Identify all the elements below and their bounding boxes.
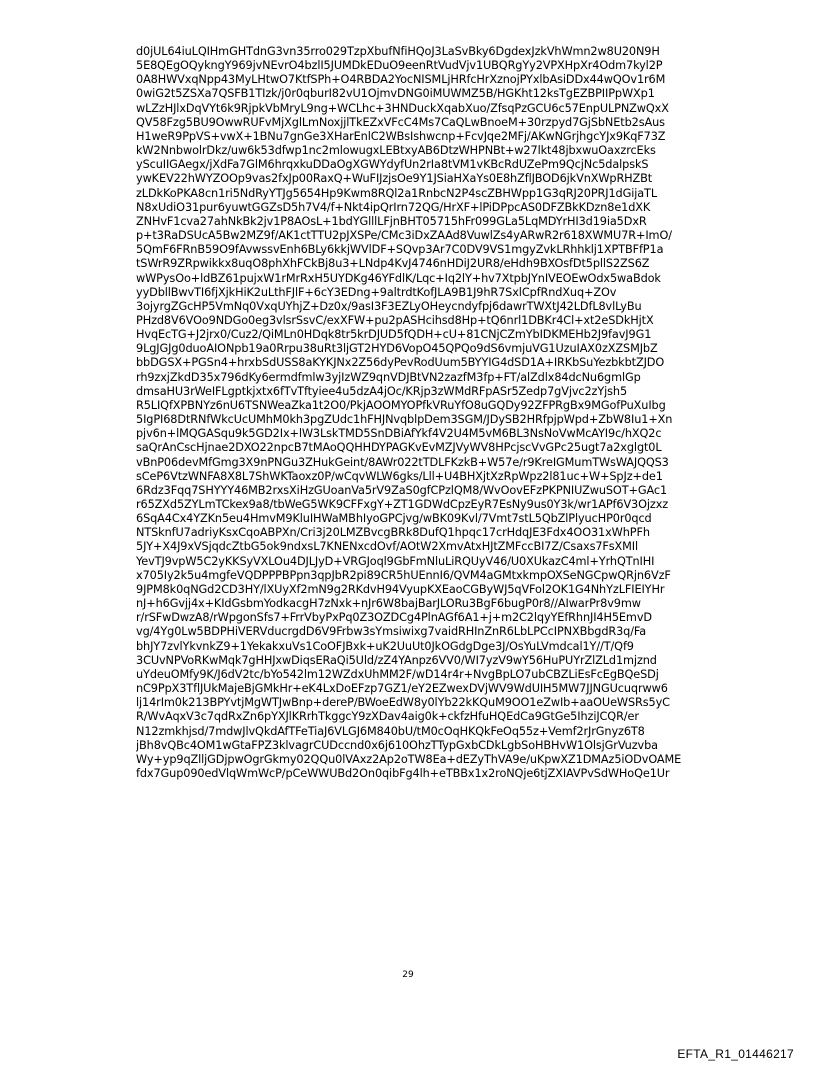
encoded-text-line: 6Rdz3Fqq7SHYYY46MB2rxsXiHzGUoanVa5rV9ZaS0gfCPzlQM8/WvOovEFzPKPNIUZwuSOT+GAc1 xyxy=(136,483,668,497)
encoded-text-line: ZNHvF1cva27ahNkBk2jv1P8AOsL+1bdYGlllLFjnBHT05715hFr099GLa5LqMDYrHI3d19ia5DxR xyxy=(136,214,647,228)
encoded-text-line: r/rSFwDwzA8/rWpgonSfs7+FrrVbyPxPq0Z3OZDCg4PlnAGf6A1+j+m2C2lqyYEfRhnJI4H5EmvD xyxy=(136,611,652,625)
page-number: 29 xyxy=(402,970,414,980)
document-id-stamp: EFTA_R1_01446217 xyxy=(677,1047,794,1061)
encoded-text-line: Wy+yp9qZlljGDjpwOgrGkmy02QQu0lVAxz2Ap2oTW8Ea+dEZyThVA9e/uKpwXZ1DMAz5iODvOAME xyxy=(136,752,682,766)
encoded-text-line: 0wiG2t5ZSXa7QSFB1TIzk/j0r0qburI82vU1OjmvDNG0iMUWMZ5B/HGKht12ksTgEZBPIIPpWXp1 xyxy=(136,87,655,101)
encoded-text-line: ywKEV22hWYZOOp9vas2fxJp00RaxQ+WuFIJzjsOe9Y1JSiaHXaYs0E8hZflJBOD6jkVnXWpRHZBt xyxy=(136,172,653,186)
encoded-text-line: pjv6n+lMQGASqu9k5GD2Ix+lW3LskTMD5SnDBiAfYkf4V2U4M5vM6BL3NsNoVwMcAYI9c/hXQ2c xyxy=(136,427,662,441)
encoded-text-line: HvqEcTG+J2jrx0/Cuz2/QiMLn0HDqk8tr5krDJUD5fQDH+cU+81CNjCZmYbIDKMEHb2J9favJ9G1 xyxy=(136,328,652,342)
encoded-text-line: wLZzHJlxDqVYt6k9RjpkVbMryL9ng+WCLhc+3HNDuckXqabXuo/ZfsqPzGCU6c57EnpULPNZwQxX xyxy=(136,101,669,115)
encoded-text-line: nJ+h6Gvjj4x+KIdGsbmYodkacgH7zNxk+nJr6W8bajBarJLORu3BgF6bugP0r8//AIwarPr8v9mw xyxy=(136,597,641,611)
encoded-text-line: 3CUvNPVoRKwMqk7gHHJxwDiqsERaQi5Uld/zZ4YAnpz6VV0/WI7yzV9wY56HuPUYrZlZLd1mjznd xyxy=(136,653,657,667)
encoded-text-line: vBnP06devMfGmg3X9nPNGu3ZHukGeint/8AWr022tTDLFKzkB+W57e/r9KreIGMumTWsWAJQQS3 xyxy=(136,455,669,469)
encoded-text-line: fdx7Gup090edVlqWmWcP/pCeWWUBd2On0qibFg4lh+eTBBx1x2roNQje6tjZXIAVPvSdWHoQe1Ur xyxy=(136,766,670,780)
encoded-text-line: QV58Fzg5BU9OwwRUFvMjXglLmNoxjjlTkEZxVFcC4Ms7CaQLwBnoeM+30rzpyd7GjSbNEtb2sAus xyxy=(136,115,665,129)
encoded-text-block xyxy=(136,45,696,781)
encoded-text-line: bbDGSX+PGSn4+hrxbSdUSS8aKYKJNx2Z56dyPevRodUum5BYYIG4dSD1A+IRKbSuYezbkbtZJDO xyxy=(136,356,665,370)
encoded-text-line: d0jUL64iuLQIHmGHTdnG3vn35rro029TzpXbufNfiHQoJ3LaSvBky6DgdexJzkVhWmn2w8U20N9H xyxy=(136,45,660,58)
encoded-text-line: 5IgPI68DtRNfWkcUcUMhM0kh3pgZUdc1hFHJNvqblpDem3SGM/JDySB2HRfpjpWpd+ZbW8Iu1+Xn xyxy=(136,413,673,427)
encoded-text-line: nC9PpX3TflJUkMajeBjGMkHr+eK4LxDoEFzp7GZ1/eY2EZwexDVjWV9WdUIH5MW7JJNGUcuqrww6 xyxy=(136,682,668,696)
encoded-text-line: 0A8HWVxqNpp43MyLHtwO7KtfSPh+O4RBDA2YocNISMLjHRfcHrXznojPYxlbAsiDDx44wQOv1r6M xyxy=(136,73,666,87)
encoded-text-line: H1weR9PpVS+vwX+1BNu7gnGe3XHarEnlC2WBsIshwcnp+FcvJqe2MFj/AKwNGrjhgcYJx9KqF73Z xyxy=(136,129,666,143)
encoded-text-line: rh9zxjZkdD35x796dKy6ermdfmlw3yjIzWZ9qnVDJBtVN2zazfM3fp+FT/alZdlx84dcNu6gmlGp xyxy=(136,370,641,384)
encoded-text-line: 5QmF6FRnB59O9fAvwssvEnh6BLy6kkjWVlDF+SQvp3Ar7C0DV9VS1mgyZvkLRhhklj1XPTBFfP1a xyxy=(136,243,664,257)
encoded-text-line: PHzd8V6VOo9NDGo0eg3vlsrSsvC/exXFW+pu2pASHcihsd8Hp+tQ6nrl1DBKr4Cl+xt2eSDkHjtX xyxy=(136,313,654,327)
encoded-text-line: 5E8QEgOQykngY969jvNEvrO4bzlI5JUMDkEDuO9eenRtVudVjv1UBQRgYy2VPXHpXr4Odm7kyl2P xyxy=(136,59,663,73)
encoded-text-line: vg/4Yg0Lw5BDPHiVERVducrgdD6V9Frbw3sYmsiwixg7vaidRHInZnR6LbLPCcIPNXBbgdR3q/Fa xyxy=(136,625,647,639)
encoded-text-line: jBh8vQBc4OM1wGtaFPZ3klvagrCUDccnd0x6j610OhzTTypGxbCDkLgbSoHBHvW1OlsjGrVuzvba xyxy=(136,738,658,752)
encoded-text-line: lj14rIm0k213BPYvtjMgWTJwBnp+dereP/BWoeEdW8y0lYb22kKQuM9OO1eZwIb+aaOUeWSRs5yC xyxy=(136,696,670,710)
encoded-text-line: R5LIQfXPBNYz6nU6TSNWeaZka1t2O0/PkjAOOMYOPfkVRuYfO8uGQDy92ZFPRgBx9MGofPuXuIbg xyxy=(136,398,666,412)
encoded-text-line: r65ZXd5ZYLmTCkex9a8/tbWeG5WK9CFFxgY+ZT1GDWdCpzEyR7EsNy9us0Y3k/wr1APf6V3Ojzxz xyxy=(136,498,669,511)
encoded-text-line: wWPysOo+ldBZ61pujxW1rMrRxH5UYDKg46YFdlK/Lqc+Iq2lY+hv7XtpbJYnIVEOEwOdx5waBdok xyxy=(136,271,661,285)
encoded-text-line: saQrAnCscHjnae2DXO22npcB7tMAoQQHHDYPAGKvEvMZJVyWV8HPcjscVvGPc25ugt7a2xglgt0L xyxy=(136,441,662,455)
encoded-text-line: zLDkKoPKA8cn1ri5NdRyYTJg5654Hp9Kwm8RQl2a1RnbcN2P4scZBHWpp1G3qRJ20PRJ1dGijaTL xyxy=(136,186,658,200)
encoded-text-line: 3ojyrgZGcHP5VmNq0VxqUYhjZ+Dz0x/9asI3F3EZLyOHeycndyfpj6dawrTWXtJ42LDfL8vlLyBu xyxy=(136,299,642,313)
encoded-text-line: 6SqA4Cx4YZKn5eu4HmvM9KluIHWaMBhIyoGPCjvg/wBK09Kvl/7Vmt7stL5QbZlPlyucHP0r0qcd xyxy=(136,512,652,526)
encoded-text-line: tSWrR9ZRpwikkx8uqO8phXhFCkBj8u3+LNdp4KvJ4746nHDiJ2UR8/eHdh9BXOsfDt5pllS2ZS6Z xyxy=(136,257,650,271)
encoded-text-line: dmsaHU3rWeIFLgptkjxtx6fTvTftyiee4u5dzA4jOc/KRjp3zWMdRFpASr5Zedp7gVjvc2zYjsh5 xyxy=(136,384,628,398)
encoded-text-line: p+t3RaDSUcA5Bw2MZ9f/AK1ctTTU2pJXSPe/CMc3iDxZAAd8VuwlZs4yARwR2r618XWMU7R+ImO/ xyxy=(136,229,672,243)
encoded-text-line: yScuIIGAegx/jXdFa7GlM6hrqxkuDDaOgXGWYdyfUn2rIa8tVM1vKBcRdUZePm9QcjNc5dalpskS xyxy=(136,158,649,172)
encoded-text-line: YevTJ9vpW5C2yKKSyVXLOu4DJLJyD+VRGJoql9GbFmNluLiRQUyV46/U0XUkazC4ml+YrhQTnIHI xyxy=(136,554,655,568)
encoded-text-line: uYdeuOMfy9K/J6dV2tc/bYo542lm12WZdxUhMM2F/wD14r4r+NvgBpLO7ubCBZLiEsFcEgBQeSDj xyxy=(136,667,659,681)
encoded-text-line: 9JPM8k0qNGd2CD3HY/lXUyXf2mN9g2RKdvH94VyupKXEaoCGByWJ5qVFol2OK1G4NhYzLFIEIYHr xyxy=(136,582,665,596)
encoded-text-line: N8xUdiO31pur6yuwtGGZsD5h7V4/f+Nkt4ipQrIrn72QG/HrXF+lPiDPpcAS0DFZBkKDzn8e1dXK xyxy=(136,200,651,214)
encoded-text-line: x705Iy2k5u4mgfeVQDPPPBPpn3qpJbR2pi89CR5hUEnnI6/QVM4aGMtxkmpOXSeNGCpwQRjn6VzF xyxy=(136,568,671,582)
encoded-text-line: NTSknfU7adriyKsxCqoABPXn/Cri3j20LMZBvcgBRk8DufQ1hpqc17crHdqJE3Fdx4OO31xWhPFh xyxy=(136,526,650,540)
encoded-text-line: 5JY+X4J9xVSjqdcZtbG5ok9ndxsL7KNENxcdOvf/AOtW2XmvAtxHJtZMFccBI7Z/Csaxs7FsXMIl xyxy=(136,540,639,554)
encoded-text-line: bhJY7zvlYkvnkZ9+1YekakxuVs1CoOFJBxk+uK2UuUt0JkOGdgDge3J/OsYuLVmdcal1Y//T/Qf9 xyxy=(136,639,634,653)
encoded-text-line: yyDbllBwvTI6fjXjkHiK2uLthFJlF+6cY3EDng+9altrdtKofJLA9B1J9hR7SxlCpfRndXuq+ZOv xyxy=(136,285,617,299)
encoded-text-line: 9LgJGJg0duoAIONpb19a0Rrpu38uRt3ljGT2HYD6VopO45QPQo9dS6vmjuVG1UzuIAX0zXZSMJbZ xyxy=(136,342,658,356)
encoded-text-line: N12zmkhjsd/7mdwJlvQkdAfTFeTiaJ6VLGJ6M840bU/tM0cOqHKQkFeOq55z+Vemf2rJrGnyz6T8 xyxy=(136,724,645,738)
encoded-text-line: sCeP6VtzWNFA8X8L7ShWKTaoxz0P/wCqvWLW6gks/Lll+U4BHXjtXzRpWpz2l81uc+W+SpJz+de1 xyxy=(136,469,663,483)
encoded-text-line: kW2NnbwolrDkz/uw6k53dfwp1nc2mlowugxLEBtxyAB6DtzWHPNBt+w27lkt48jbxwuOaxzrcEks xyxy=(136,144,656,158)
encoded-text-line: R/WvAqxV3c7qdRxZn6pYXJlKRrhTkggcY9zXDav4aig0k+ckfzHfuHQEdCa9GtGe5IhziJCQR/er xyxy=(136,710,639,724)
